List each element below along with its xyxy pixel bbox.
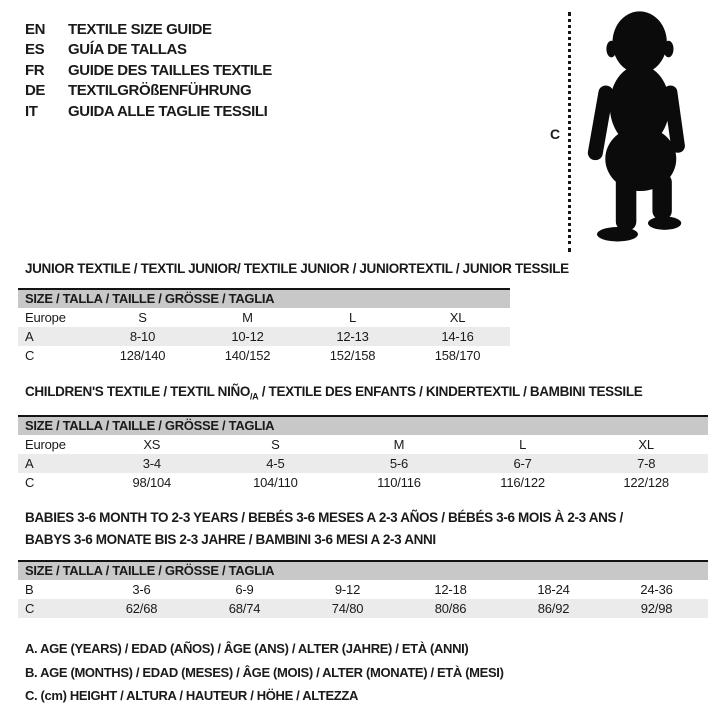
age-cell: 9-12	[334, 582, 361, 597]
row-label: C	[25, 601, 35, 616]
language-code: EN	[25, 20, 46, 38]
size-cell: L	[348, 310, 357, 325]
size-cell: S	[271, 437, 280, 452]
language-code: IT	[25, 102, 38, 120]
table-row	[18, 435, 708, 454]
age-cell: 10-12	[231, 329, 264, 344]
size-cell: S	[138, 310, 147, 325]
age-cell: 7-8	[637, 456, 656, 471]
toddler-silhouette-icon	[582, 8, 694, 252]
babies-size-table	[18, 560, 708, 618]
row-label: C	[25, 348, 35, 363]
size-header: SIZE / TALLA / TAILLE / GRÖSSE / TAGLIA	[18, 562, 708, 580]
age-cell: 3-6	[132, 582, 151, 597]
language-title: GUIDE DES TAILLES TEXTILE	[68, 61, 272, 79]
children-size-table	[18, 415, 708, 492]
height-cell: 98/104	[132, 475, 172, 490]
height-cell: 158/170	[434, 348, 481, 363]
height-cell: 62/68	[125, 601, 158, 616]
size-cell: XL	[449, 310, 466, 325]
table-row	[18, 599, 708, 618]
table-row	[18, 327, 510, 346]
language-list	[25, 19, 272, 122]
size-cell: XL	[638, 437, 654, 452]
babies-title-line2: BABYS 3-6 MONATE BIS 2-3 JAHRE / BAMBINI 3-6 MESI A 2-3 ANNI	[25, 532, 436, 547]
row-label: A	[25, 456, 34, 471]
children-title-text: CHILDREN'S TEXTILE / TEXTIL NIÑO	[25, 384, 251, 399]
height-cell: 152/158	[329, 348, 376, 363]
babies-title-line1: BABIES 3-6 MONTH TO 2-3 YEARS / BEBÉS 3-6 MESES A 2-3 AÑOS / BÉBÉS 3-6 MOIS À 2-3 ANS /	[25, 510, 623, 525]
language-code: ES	[25, 41, 45, 59]
language-row	[25, 81, 272, 102]
size-cell: XS	[143, 437, 161, 452]
age-cell: 24-36	[640, 582, 673, 597]
size-cell: M	[393, 437, 405, 452]
language-row	[25, 40, 272, 61]
height-cell: 68/74	[228, 601, 261, 616]
language-title: TEXTILGRÖßENFÜHRUNG	[68, 82, 252, 100]
table-row	[18, 473, 708, 492]
age-cell: 3-4	[142, 456, 161, 471]
footnote-a: A. AGE (YEARS) / EDAD (AÑOS) / ÂGE (ANS) / ALTER (JAHRE) / ETÀ (ANNI)	[25, 641, 469, 656]
age-cell: 14-16	[441, 329, 474, 344]
language-row	[25, 19, 272, 40]
age-cell: 4-5	[266, 456, 285, 471]
language-title: GUIDA ALLE TAGLIE TESSILI	[68, 102, 268, 120]
language-row	[25, 60, 272, 81]
size-cell: L	[519, 437, 527, 452]
language-code: FR	[25, 61, 45, 79]
size-header: SIZE / TALLA / TAILLE / GRÖSSE / TAGLIA	[18, 290, 510, 308]
height-measure-line	[568, 12, 571, 252]
junior-section-title: JUNIOR TEXTILE / TEXTIL JUNIOR/ TEXTILE JUNIOR / JUNIORTEXTIL / JUNIOR TESSILE	[25, 261, 569, 276]
size-header: SIZE / TALLA / TAILLE / GRÖSSE / TAGLIA	[18, 417, 708, 435]
row-label: Europe	[25, 310, 66, 325]
row-label: C	[25, 475, 35, 490]
height-cell: 110/116	[377, 475, 421, 490]
row-label: B	[25, 582, 34, 597]
figure	[540, 4, 712, 254]
children-title-text: / TEXTILE DES ENFANTS / KINDERTEXTIL / BAMBINI TESSILE	[258, 384, 643, 399]
language-title: GUÍA DE TALLAS	[68, 41, 187, 59]
junior-size-table	[18, 288, 510, 365]
table-row	[18, 580, 708, 599]
row-label: A	[25, 329, 34, 344]
language-row	[25, 101, 272, 122]
footnote-b: B. AGE (MONTHS) / EDAD (MESES) / ÂGE (MOIS) / ALTER (MONATE) / ETÀ (MESI)	[25, 664, 504, 680]
height-cell: 74/80	[331, 601, 364, 616]
row-label: Europe	[25, 437, 66, 452]
age-cell: 5-6	[389, 456, 409, 471]
height-cell: 128/140	[119, 348, 166, 363]
table-row	[18, 346, 510, 365]
language-title: TEXTILE SIZE GUIDE	[68, 20, 212, 38]
babies-section-title	[25, 507, 623, 551]
height-cell: 86/92	[537, 601, 570, 616]
age-cell: 8-10	[129, 329, 156, 344]
height-measure-label: C	[550, 126, 561, 142]
children-title-sub: /A	[250, 391, 259, 402]
height-cell: 80/86	[434, 601, 467, 616]
age-cell: 18-24	[537, 582, 570, 597]
height-cell: 116/122	[500, 475, 545, 490]
height-cell: 92/98	[640, 601, 673, 616]
table-row	[18, 454, 708, 473]
height-cell: 122/128	[623, 475, 669, 490]
table-row	[18, 308, 510, 327]
height-cell: 140/152	[224, 348, 271, 363]
age-cell: 12-13	[336, 329, 369, 344]
size-cell: M	[242, 310, 253, 325]
children-section-title	[25, 384, 642, 402]
footnote-c: C. (cm) HEIGHT / ALTURA / HAUTEUR / HÖHE / ALTEZZA	[25, 688, 359, 703]
age-cell: 6-9	[235, 582, 254, 597]
footnotes	[25, 641, 504, 712]
age-cell: 12-18	[434, 582, 467, 597]
height-cell: 104/110	[253, 475, 298, 490]
language-code: DE	[25, 82, 46, 100]
age-cell: 6-7	[513, 456, 532, 471]
